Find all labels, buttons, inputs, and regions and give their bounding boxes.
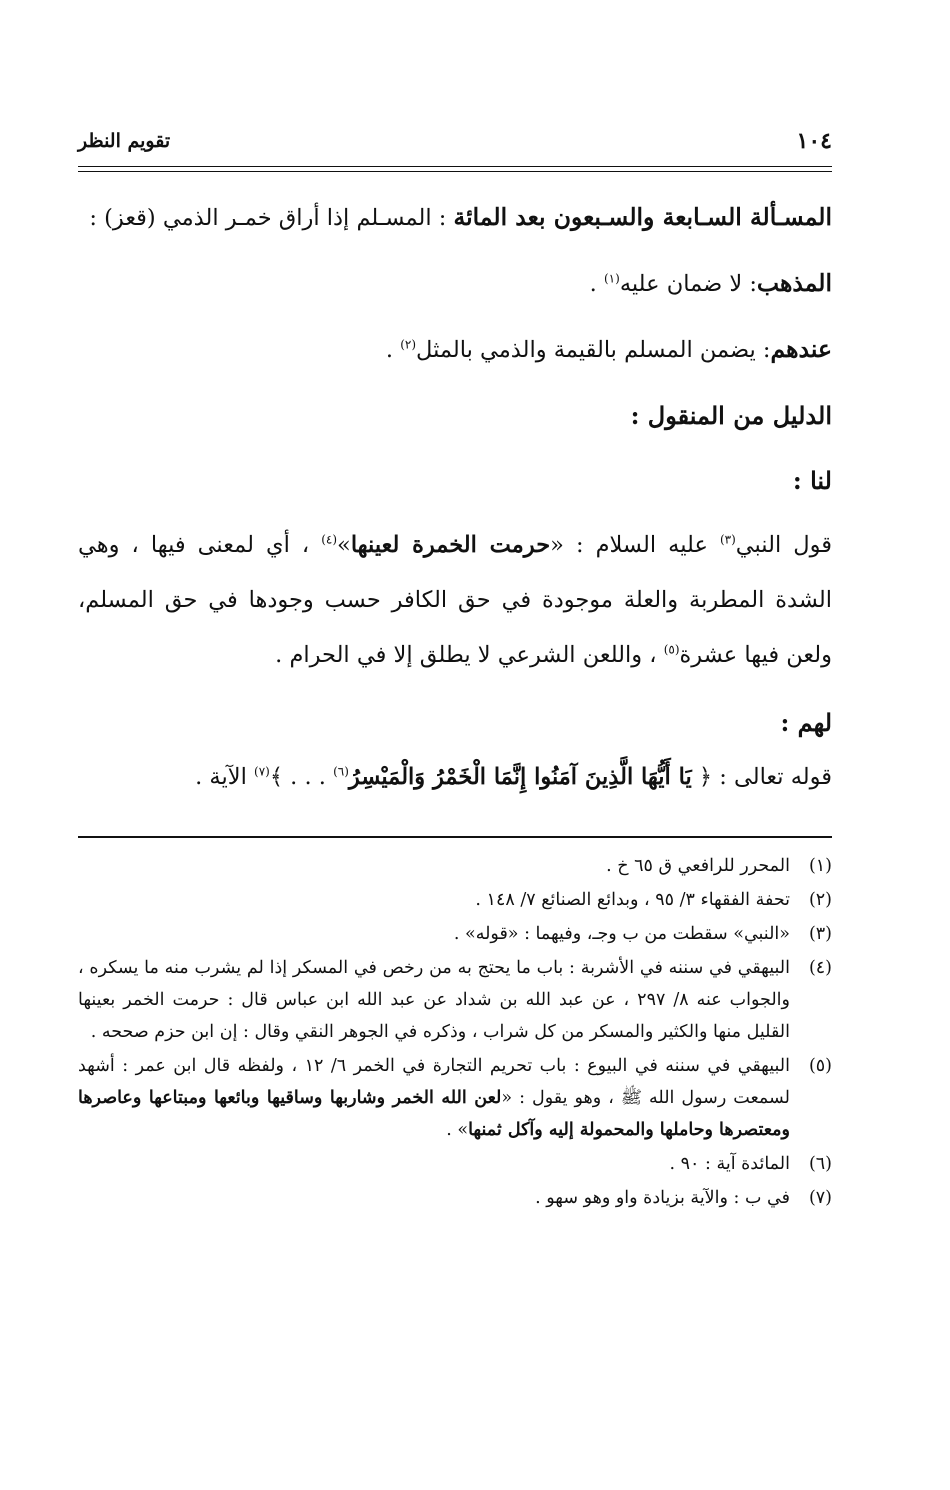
footnote-text: في ب : والآية بزيادة واو وهو سهو . <box>535 1188 790 1208</box>
para2-text-a: قوله تعالى : ﴿ <box>691 764 832 790</box>
footnote-item <box>78 850 832 882</box>
footnote-ref-2[interactable]: (٢) <box>400 337 417 352</box>
footnote-number: (٣) <box>808 924 832 944</box>
madhhab-text: : لا ضمان عليه <box>619 271 757 297</box>
footnote-ref-3[interactable]: (٣) <box>719 532 736 547</box>
footnote-text: البيهقي في سننه في البيوع : باب تحريم التجارة في الخمر ٦/ ١٢ ، ولفظه قال ابن عمر : أشهد لسمعت رسول الله ﷺ ، وهو يقول : « <box>78 1056 790 1108</box>
indahum-text: : يضمن المسلم بالقيمة والذمي بالمثل <box>416 337 771 363</box>
footnote-item <box>78 1050 832 1146</box>
para1-text-c: » <box>337 532 351 558</box>
para1-text-a: قول النبي <box>735 532 832 558</box>
lahum-heading: لهم : <box>780 708 832 737</box>
para2-text-c: الآية . <box>195 764 254 790</box>
issue-text: : المسـلم إذا أراق خمـر الذمي (قعز) : <box>89 205 454 231</box>
running-header <box>78 128 832 164</box>
footnote-number: (٤) <box>808 958 832 978</box>
footnote-ref-1[interactable]: (١) <box>603 271 620 286</box>
footnote-text: البيهقي في سننه في الأشربة : باب ما يحتج به من رخص في المسكر إذا لم يشرب منه ما يسكره ، والجواب عنه ٨/ ٢٩٧ ، عن عبد الله بن شداد عن عبد الله ابن عباس قال : حرمت الخمر بعينها القليل منها والكثير والمسكر من كل شراب ، وذكره في الجوهر النقي وقال : إن ابن حزم صححه . <box>78 958 790 1042</box>
issue-title: المسـألة السـابعة والسـبعون بعد المائة <box>453 203 832 231</box>
footnote-item <box>78 952 832 1048</box>
footnote-text-tail: » . <box>446 1120 469 1140</box>
evidence-heading: الدليل من المنقول : <box>630 401 832 430</box>
footnote-number: (٢) <box>808 890 832 910</box>
footnote-item <box>78 918 832 950</box>
footnote-item <box>78 884 832 916</box>
footnote-text: المائدة آية : ٩٠ . <box>669 1154 790 1174</box>
footnote-text: المحرر للرافعي ق ٦٥ خ . <box>606 856 790 876</box>
main-text <box>78 190 832 805</box>
madhhab-paragraph <box>78 256 832 312</box>
footnote-ref-4[interactable]: (٤) <box>321 532 338 547</box>
argument-paragraph <box>78 518 832 683</box>
header-rule-bottom <box>78 171 832 172</box>
footnote-number: (٥) <box>808 1056 832 1076</box>
lana-heading: لنا : <box>792 466 832 495</box>
footnote-text: تحفة الفقهاء ٣/ ٩٥ ، وبدائع الصنائع ٧/ ١٤٨ . <box>475 890 790 910</box>
indahum-end: . <box>385 337 401 363</box>
madhhab-end: . <box>589 271 604 297</box>
footnote-number: (١) <box>808 856 832 876</box>
footnote-hadith-bold: لعن الله الخمر وشاربها وساقيها وبائعها ومبتاعها وعاصرها ومعتصرها وحاملها والمحمولة إليه وآكل ثمنها <box>78 1088 790 1140</box>
para1-text-d: ، أي لمعنى فيها ، وهي الشدة المطربة والعلة موجودة في حق الكافر حسب وجودها في حق المسلم، ولعن فيها عشرة <box>78 532 832 668</box>
indahum-paragraph <box>78 322 832 378</box>
footnote-ref-7[interactable]: (٧) <box>254 764 270 779</box>
footnote-number: (٧) <box>808 1188 832 1208</box>
footnote-text: «النبي» سقطت من ب وجـ، وفيهما : «قوله» . <box>453 924 790 944</box>
para2-text-b: . . . ﴾ <box>269 764 334 790</box>
para1-text-b: عليه السلام : « <box>550 532 720 558</box>
footnote-item <box>78 1148 832 1180</box>
footnote-separator <box>78 836 832 838</box>
indahum-label: عندهم <box>770 335 832 363</box>
issue-paragraph <box>78 190 832 246</box>
page-number: ١٠٤ <box>796 128 832 154</box>
footnote-item <box>78 1182 832 1214</box>
madhhab-label: المذهب <box>756 269 832 297</box>
footnotes <box>78 850 832 1216</box>
verse-paragraph <box>78 750 832 805</box>
quran-verse: يَا أَيُّهَا الَّذِينَ آمَنُوا إِنَّمَا الْخَمْرُ وَالْمَيْسِرُ <box>348 764 692 790</box>
footnote-number: (٦) <box>808 1154 832 1174</box>
hadith-quote: حرمت الخمرة لعينها <box>350 532 551 558</box>
footnote-ref-6[interactable]: (٦) <box>333 764 349 779</box>
footnote-ref-5[interactable]: (٥) <box>663 642 680 657</box>
header-rule-top <box>78 166 832 167</box>
para1-text-e: ، واللعن الشرعي لا يطلق إلا في الحرام . <box>275 642 664 668</box>
running-title: تقويم النظر <box>78 130 171 152</box>
